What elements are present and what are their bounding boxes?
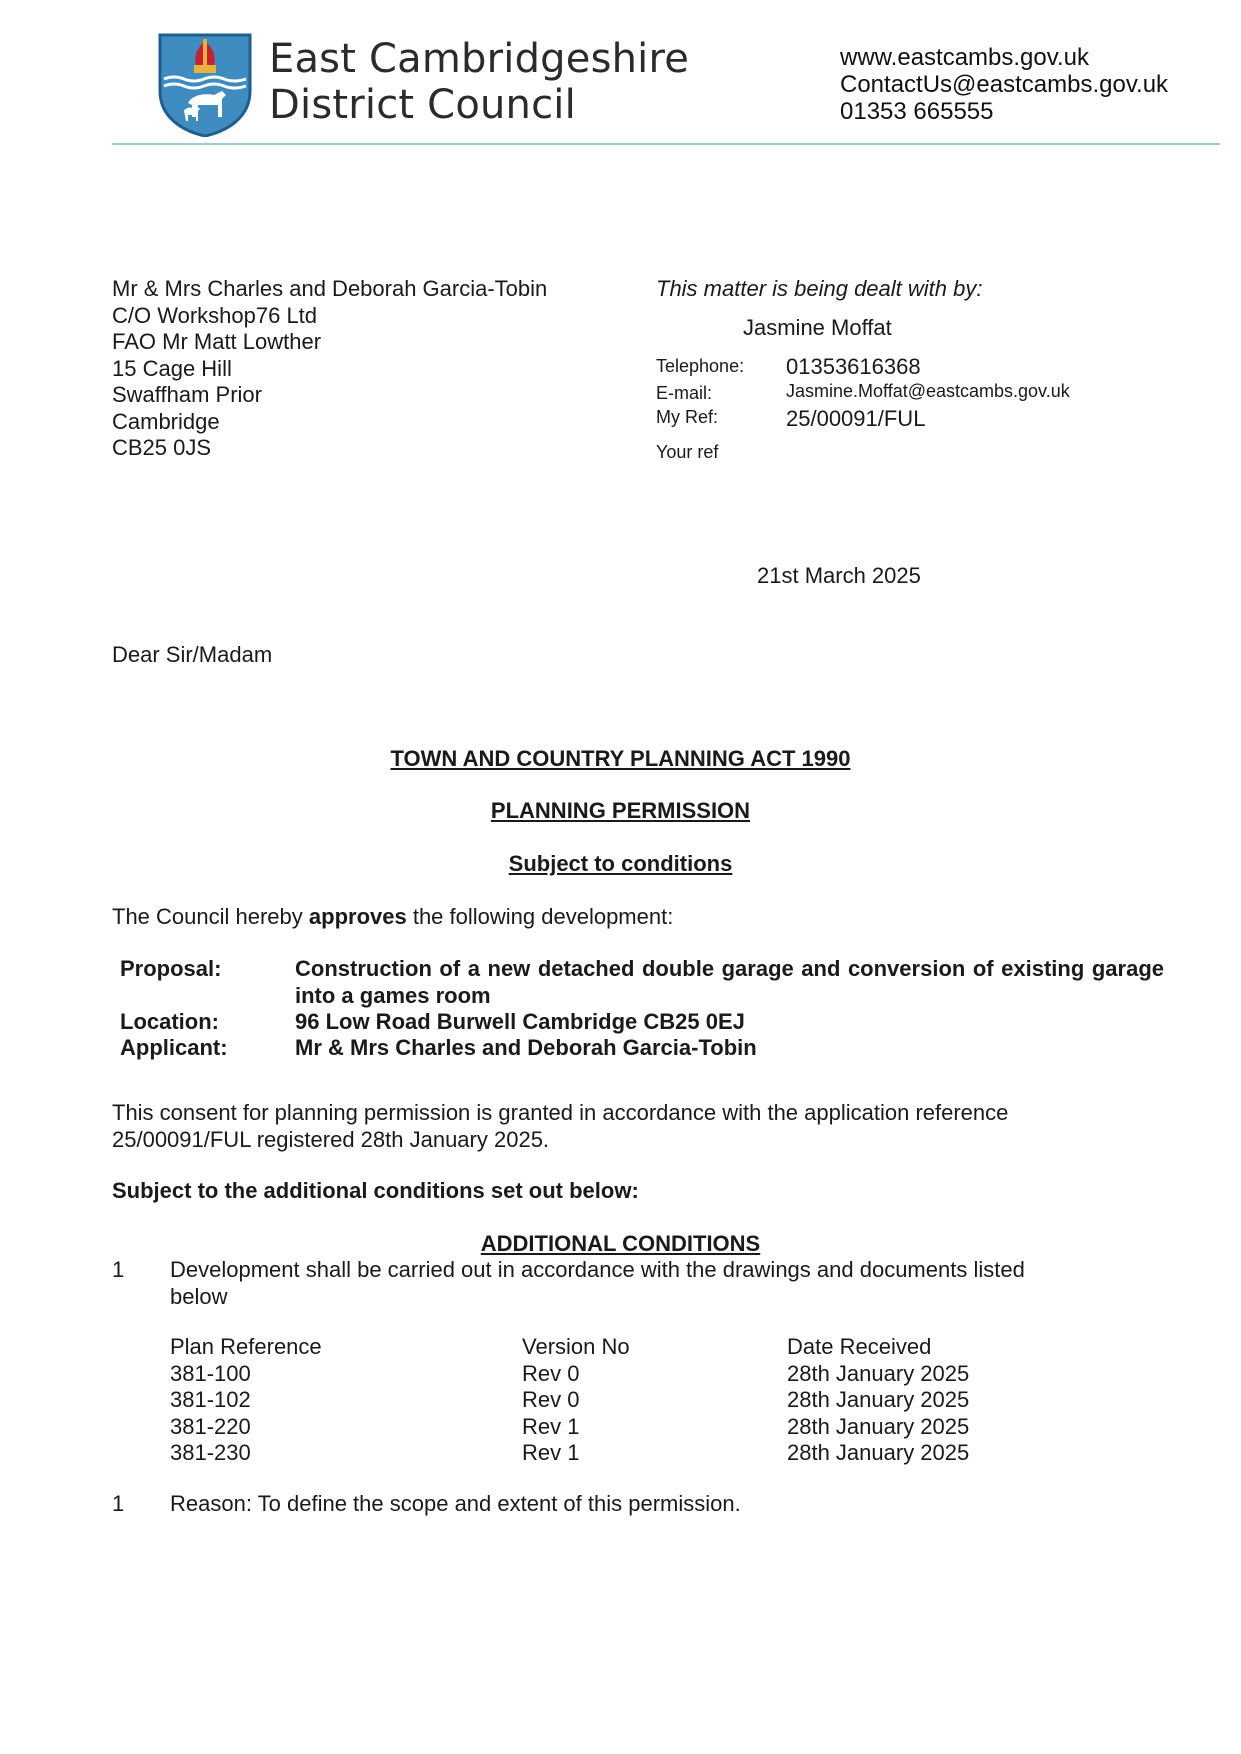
recipient-address — [112, 276, 547, 462]
approval-post: the following development: — [406, 904, 674, 929]
plan-reference: 381-100 — [170, 1360, 251, 1386]
permission-heading: PLANNING PERMISSION — [490, 798, 751, 823]
location-value: 96 Low Road Burwell Cambridge CB25 0EJ — [295, 1009, 745, 1034]
reason-text: Reason: To define the scope and extent of this permission. — [170, 1491, 741, 1516]
council-email: ContactUs@eastcambs.gov.uk — [840, 71, 1169, 98]
applicant-value: Mr & Mrs Charles and Deborah Garcia-Tobin — [295, 1035, 757, 1060]
address-line: C/O Workshop76 Ltd — [112, 302, 318, 328]
table-row — [170, 1387, 1070, 1414]
council-shield-icon — [158, 33, 252, 137]
officer-telephone: 01353616368 — [786, 354, 921, 379]
council-logo — [158, 33, 252, 137]
address-line: Mr & Mrs Charles and Deborah Garcia-Tobin — [112, 276, 548, 301]
subject-heading: Subject to conditions — [508, 851, 733, 876]
date-received: 28th January 2025 — [787, 1413, 970, 1439]
table-row — [170, 1440, 1070, 1467]
approval-statement — [112, 904, 673, 931]
address-line: FAO Mr Matt Lowther — [112, 329, 322, 354]
additional-conditions-heading: ADDITIONAL CONDITIONS — [480, 1231, 761, 1256]
letter-date: 21st March 2025 — [757, 563, 921, 588]
officer-intro: This matter is being dealt with by: — [656, 276, 983, 301]
your-ref-label: Your ref — [656, 442, 719, 462]
address-line: Swaffham Prior — [112, 382, 262, 407]
plan-reference: 381-102 — [170, 1387, 251, 1412]
plans-table — [170, 1334, 1070, 1467]
table-row — [170, 1414, 1070, 1441]
consent-text: This consent for planning permission is granted in accordance with the application reference 25/00091/FUL registered 28th January 2025. — [112, 1100, 1009, 1152]
approval-pre: The Council hereby — [112, 904, 309, 929]
officer-name: Jasmine Moffat — [743, 315, 892, 340]
salutation: Dear Sir/Madam — [112, 642, 273, 667]
council-name-line2: District Council — [269, 82, 576, 128]
address-line: Cambridge — [112, 408, 220, 434]
telephone-label: Telephone: — [656, 356, 745, 376]
column-header: Plan Reference — [170, 1334, 322, 1359]
condition-number: 1 — [112, 1257, 125, 1282]
act-heading: TOWN AND COUNTRY PLANNING ACT 1990 — [390, 746, 851, 771]
officer-email: Jasmine.Moffat@eastcambs.gov.uk — [786, 381, 1070, 401]
conditions-intro: Subject to the additional conditions set out below: — [112, 1178, 639, 1203]
date-received: 28th January 2025 — [787, 1387, 970, 1412]
plan-reference: 381-230 — [170, 1440, 251, 1465]
header-divider — [112, 143, 1220, 145]
proposal-value: Construction of a new detached double garage and conversion of existing garage into a games room — [295, 956, 1164, 1008]
version-no: Rev 0 — [522, 1360, 580, 1386]
my-ref-value: 25/00091/FUL — [786, 406, 926, 431]
table-row — [170, 1361, 1070, 1388]
applicant-label: Applicant: — [120, 1035, 228, 1060]
column-header: Date Received — [787, 1334, 932, 1359]
council-name-line1: East Cambridgeshire — [269, 36, 690, 82]
condition-text: Development shall be carried out in accordance with the drawings and documents listed below — [170, 1257, 1025, 1309]
approval-bold: approves — [308, 904, 407, 929]
column-header: Version No — [522, 1334, 630, 1359]
council-website: www.eastcambs.gov.uk — [840, 44, 1089, 71]
address-line: CB25 0JS — [112, 435, 212, 460]
table-header-row — [170, 1334, 1070, 1361]
version-no: Rev 0 — [522, 1387, 580, 1412]
email-label: E-mail: — [656, 383, 713, 403]
location-label: Location: — [120, 1009, 219, 1034]
address-line: 15 Cage Hill — [112, 355, 232, 381]
version-no: Rev 1 — [522, 1413, 580, 1439]
version-no: Rev 1 — [522, 1440, 580, 1465]
date-received: 28th January 2025 — [787, 1440, 970, 1465]
proposal-label: Proposal: — [120, 956, 222, 981]
date-received: 28th January 2025 — [787, 1360, 970, 1386]
my-ref-label: My Ref: — [656, 407, 719, 427]
plan-reference: 381-220 — [170, 1413, 251, 1439]
reason-number: 1 — [112, 1491, 125, 1516]
council-phone: 01353 665555 — [840, 98, 994, 125]
